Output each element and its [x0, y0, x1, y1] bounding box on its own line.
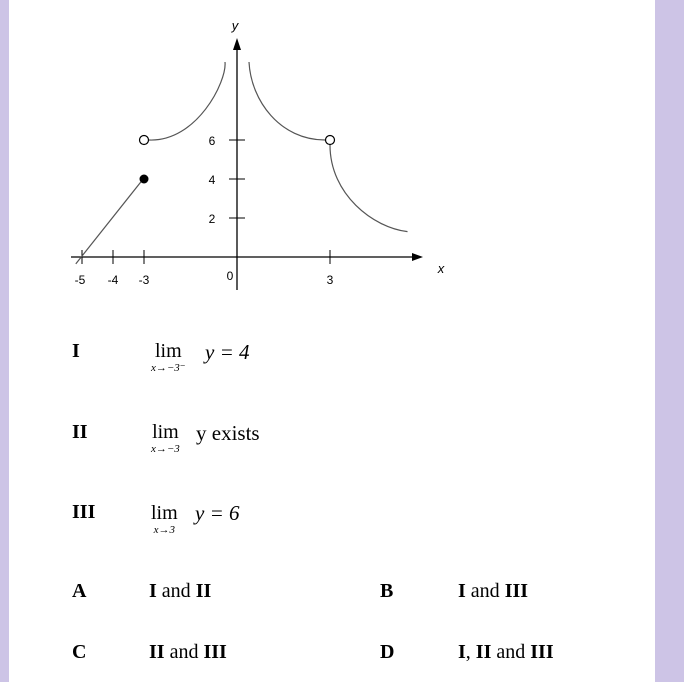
lim-word: lim	[154, 340, 182, 362]
option-d-text[interactable]	[458, 641, 554, 664]
x-tick-label: 3	[326, 273, 334, 287]
x-tick-label: -3	[138, 273, 150, 287]
numeral: III	[530, 641, 554, 663]
right-curve-lower	[330, 145, 408, 232]
lim-word: lim	[151, 502, 178, 524]
statement-3-limit	[151, 503, 178, 536]
x-tick-label: -4	[107, 273, 119, 287]
numeral: III	[203, 641, 227, 663]
lim-word: lim	[152, 421, 179, 443]
numeral: II	[149, 641, 165, 663]
lim-subscript: x→−3	[151, 443, 180, 455]
x-tick-label: -5	[74, 273, 86, 287]
statement-2-limit	[151, 422, 180, 455]
connector: and	[491, 641, 531, 663]
connector: and	[465, 580, 505, 602]
statement-1-numeral: I	[72, 340, 80, 362]
lim-subscript: x→−3⁻	[151, 362, 186, 374]
option-d-letter[interactable]: D	[380, 641, 395, 663]
statement-2-expression: y exists	[196, 421, 260, 445]
expression-text: y = 6	[195, 501, 240, 525]
x-axis-label: x	[437, 261, 445, 276]
statement-2-numeral: II	[72, 421, 88, 443]
right-curve-upper	[249, 62, 325, 140]
expression-text: y = 4	[205, 340, 250, 364]
option-a-letter[interactable]: A	[72, 580, 87, 602]
y-tick-label: 2	[208, 212, 216, 226]
statement-1-limit	[151, 341, 186, 374]
linear-segment	[76, 178, 144, 264]
numeral: I	[458, 580, 466, 602]
question-sheet	[9, 0, 655, 682]
option-b-letter[interactable]: B	[380, 580, 394, 602]
numeral: II	[195, 580, 212, 602]
left-curve	[149, 62, 225, 140]
numeral: III	[504, 580, 529, 602]
connector: and	[156, 580, 196, 602]
option-b-text[interactable]	[458, 580, 528, 603]
open-point	[140, 136, 149, 145]
open-point	[326, 136, 335, 145]
closed-point	[140, 175, 149, 184]
y-axis-label: y	[231, 18, 239, 33]
connector: and	[164, 641, 204, 663]
y-axis-arrow	[233, 38, 241, 50]
numeral: I	[149, 580, 157, 602]
x-axis-arrow	[412, 253, 423, 261]
origin-label: 0	[226, 269, 234, 283]
statement-3-numeral: III	[72, 501, 96, 523]
numeral: II	[475, 641, 492, 663]
option-c-letter[interactable]: C	[72, 641, 87, 663]
statement-3-expression	[195, 501, 240, 526]
lim-subscript: x→3	[153, 524, 176, 536]
option-a-text[interactable]	[149, 580, 211, 603]
option-c-text[interactable]	[149, 641, 227, 664]
statement-1-expression	[205, 340, 250, 365]
function-graph	[9, 0, 489, 300]
connector: ,	[465, 641, 476, 663]
y-tick-label: 4	[208, 173, 216, 187]
numeral: I	[458, 641, 466, 663]
y-tick-label: 6	[208, 134, 216, 148]
